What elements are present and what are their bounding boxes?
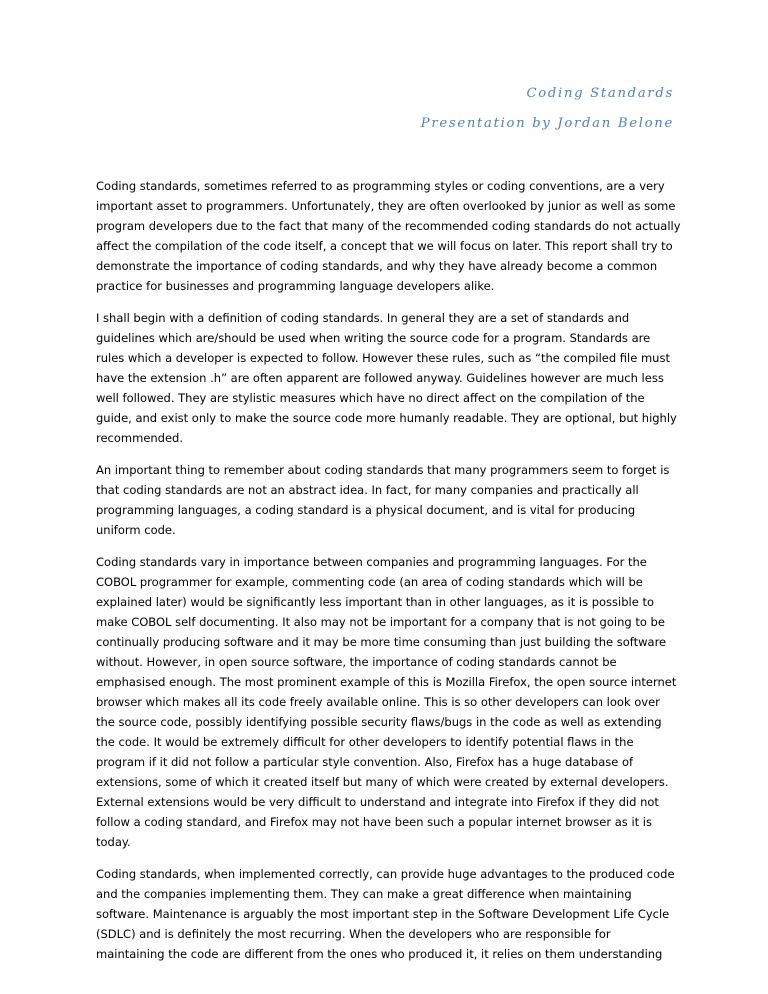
paragraph: Coding standards, sometimes referred to as programming styles or coding conventions, are a very important asset to programmers. Unfortunately, they are often overlooked by junior as well as some program developers due to the fact that many of the recommended coding standards do not actually affect the compilation of the code itself, a concept that we will focus on later. This report shall try to demonstrate the importance of coding standards, and why they have already become a common practice for businesses and programming language developers alike. (96, 179, 681, 293)
paragraph: An important thing to remember about coding standards that many programmers seem to forget is that coding standards are not an abstract idea. In fact, for many companies and practically all programming languages, a coding standard is a physical document, and is vital for producing uniform code. (96, 463, 670, 537)
document-header (421, 84, 674, 144)
document-title: Coding Standards (526, 86, 674, 101)
paragraph: I shall begin with a definition of coding standards. In general they are a set of standards and guidelines which are/should be used when writing the source code for a program. Standards are rules which a developer is expected to follow. However these rules, such as “the compiled file must have the extension .h” are often apparent are followed anyway. Guidelines however are much less well followed. They are stylistic measures which have no direct affect on the compilation of the guide, and exist only to make the source code more humanly readable. They are optional, but highly recommended. (96, 311, 677, 445)
paragraph: Coding standards, when implemented correctly, can provide huge advantages to the produced code and the companies implementing them. They can make a great difference when maintaining software. Maintenance is arguably the most important step in the Software Development Life Cycle (SDLC) and is definitely the most recurring. When the developers who are responsible for maintaining the code are different from the ones who produced it, it relies on them understanding (96, 867, 675, 961)
document-body (96, 176, 682, 976)
document-subtitle: Presentation by Jordan Belone (420, 116, 674, 131)
paragraph: Coding standards vary in importance between companies and programming languages. For the COBOL programmer for example, commenting code (an area of coding standards which will be explained later) would be significantly less important than in other languages, as it is possible to make COBOL self documenting. It also may not be important for a company that is not going to be continually producing software and it may be more time consuming than just building the software without. However, in open source software, the importance of coding standards cannot be emphasised enough. The most prominent example of this is Mozilla Firefox, the open source internet browser which makes all its code freely available online. This is so other developers can look over the source code, possibly identifying possible security flaws/bugs in the code as well as extending the code. It would be extremely difficult for other developers to identify potential flaws in the program if it did not follow a particular style convention. Also, Firefox has a huge database of extensions, some of which it created itself but many of which were created by external developers. External extensions would be very difficult to understand and integrate into Firefox if they did not follow a coding standard, and Firefox may not have been such a popular internet browser as it is today. (96, 555, 677, 849)
